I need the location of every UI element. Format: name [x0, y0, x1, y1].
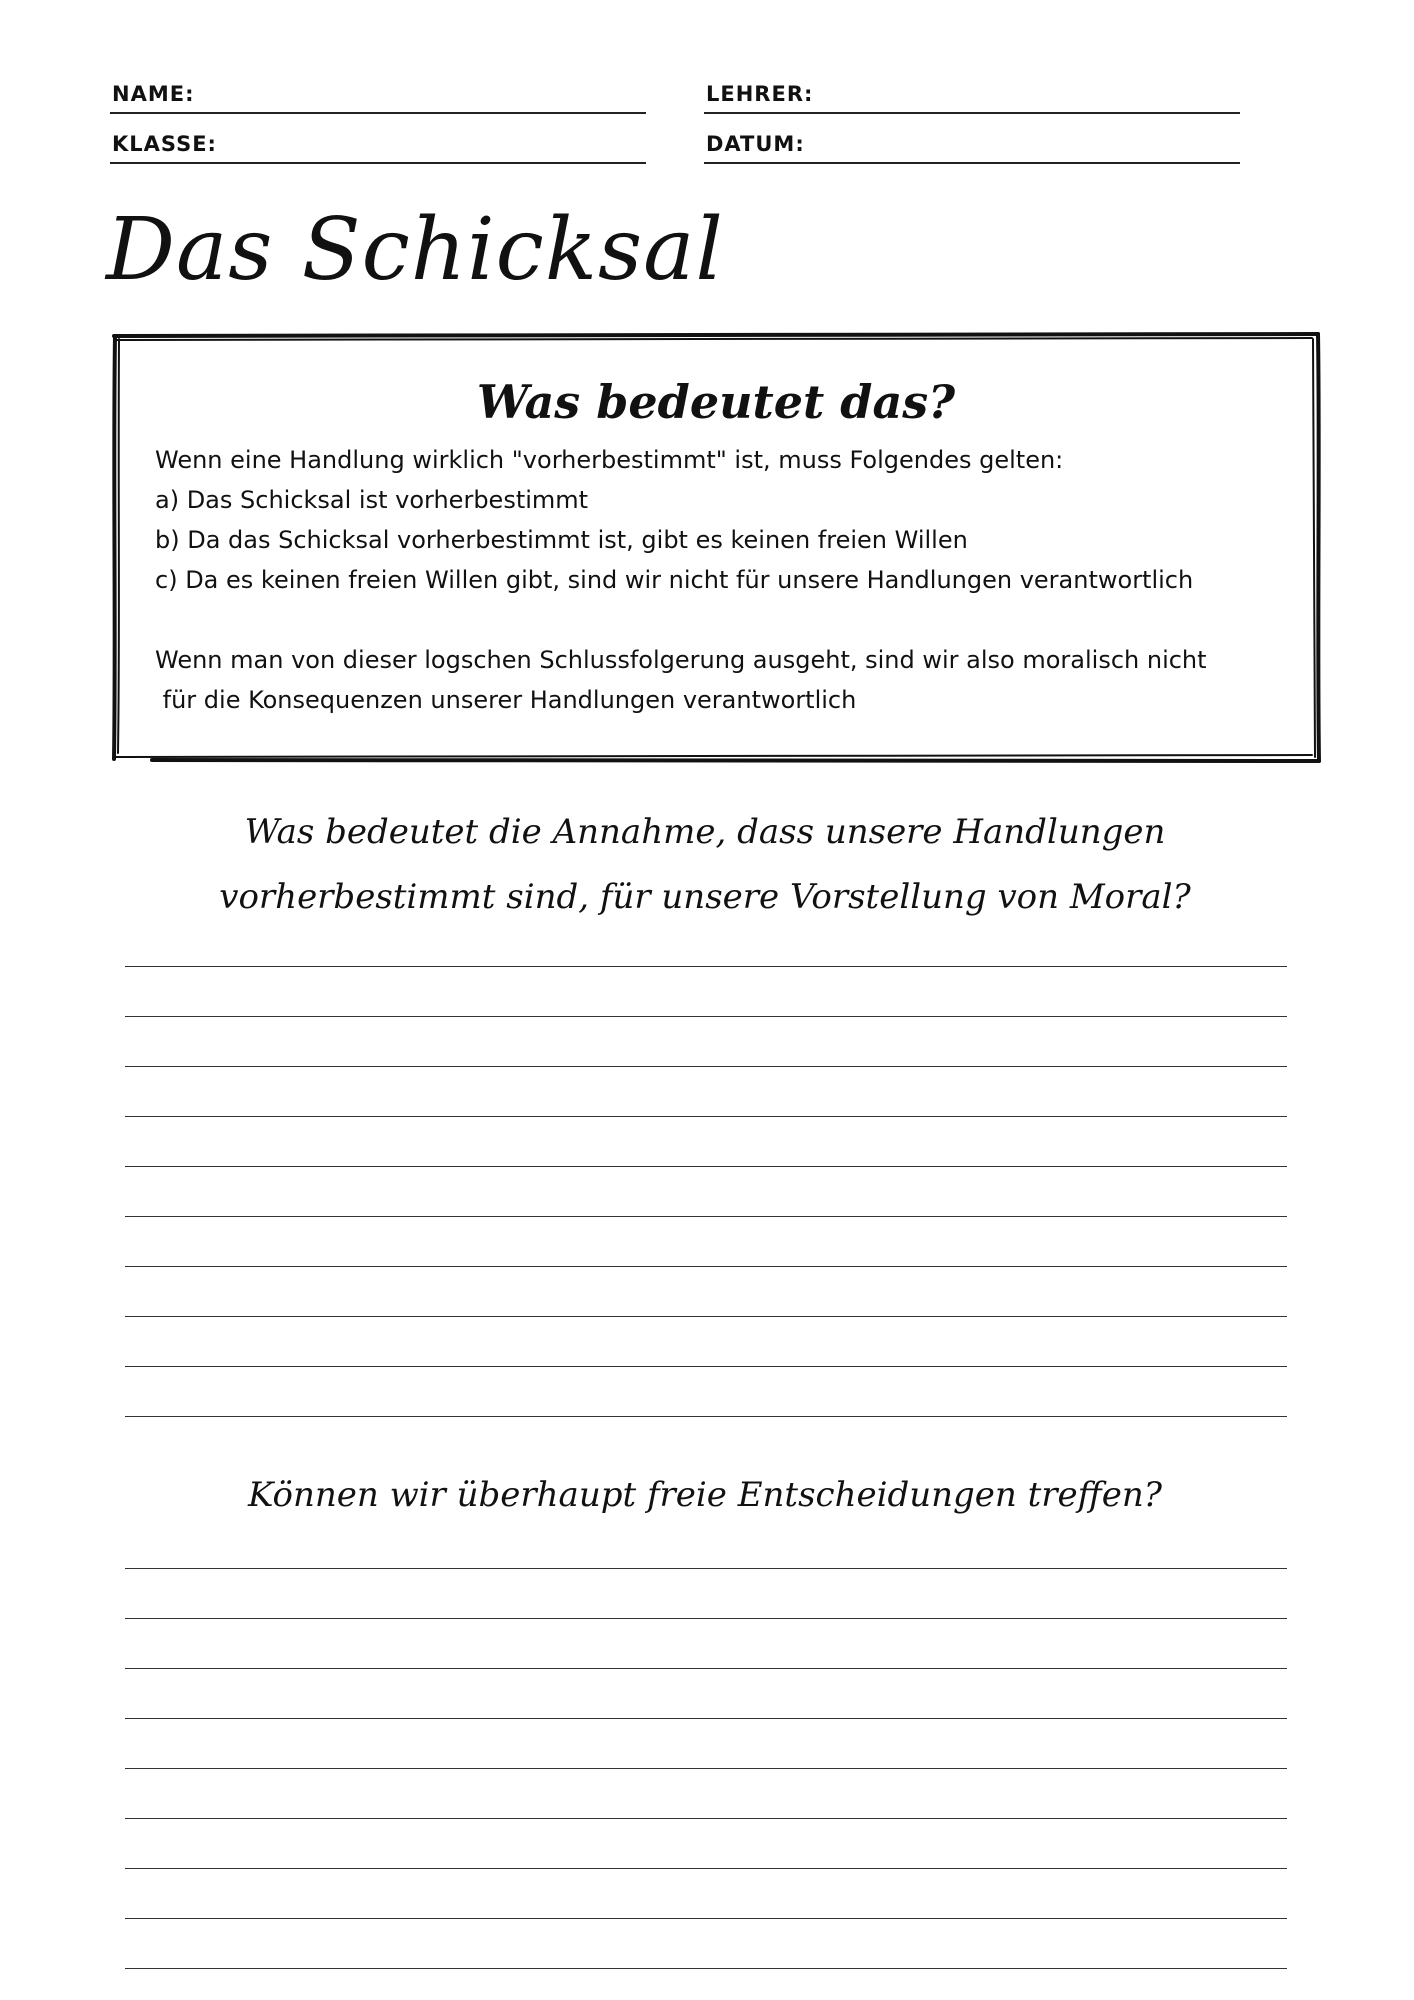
box-conclusion-2: für die Konsequenzen unserer Handlungen verantwortlich — [155, 686, 857, 714]
teacher-label: LEHRER: — [706, 82, 814, 106]
answer-line[interactable] — [125, 1819, 1287, 1869]
answer-line[interactable] — [125, 1167, 1287, 1217]
answer-line[interactable] — [125, 1669, 1287, 1719]
name-label: NAME: — [112, 82, 195, 106]
answer-line[interactable] — [125, 1569, 1287, 1619]
answer-line[interactable] — [125, 1869, 1287, 1919]
answer-line[interactable] — [125, 1217, 1287, 1267]
class-field[interactable] — [110, 118, 646, 164]
answer-line[interactable] — [125, 1367, 1287, 1417]
question-1-line-2: vorherbestimmt sind, für unsere Vorstellung von Moral? — [219, 877, 1191, 917]
teacher-field[interactable] — [704, 68, 1240, 114]
box-conclusion-1: Wenn man von dieser logschen Schlussfolgerung ausgeht, sind wir also moralisch nicht — [155, 646, 1207, 674]
box-line-c: c) Da es keinen freien Willen gibt, sind wir nicht für unsere Handlungen verantwortlich — [155, 566, 1194, 594]
answer-line[interactable] — [125, 1519, 1287, 1569]
box-line-b: b) Da das Schicksal vorherbestimmt ist, gibt es keinen freien Willen — [155, 526, 968, 554]
answer-line[interactable] — [125, 1769, 1287, 1819]
answer-line[interactable] — [125, 1719, 1287, 1769]
answer-line[interactable] — [125, 1067, 1287, 1117]
answer-line[interactable] — [125, 967, 1287, 1017]
class-label: KLASSE: — [112, 132, 217, 156]
answer-line[interactable] — [125, 917, 1287, 967]
answer-line[interactable] — [125, 1017, 1287, 1067]
answer-area-2[interactable] — [125, 1519, 1287, 1969]
question-2: Können wir überhaupt freie Entscheidungen treffen? — [248, 1475, 1162, 1515]
answer-line[interactable] — [125, 1267, 1287, 1317]
answer-line[interactable] — [125, 1317, 1287, 1367]
answer-area-1[interactable] — [125, 917, 1287, 1417]
question-1-line-1: Was bedeutet die Annahme, dass unsere Handlungen — [244, 812, 1166, 852]
date-field[interactable] — [704, 118, 1240, 164]
answer-line[interactable] — [125, 1117, 1287, 1167]
answer-line[interactable] — [125, 1619, 1287, 1669]
box-line-1: Wenn eine Handlung wirklich "vorherbestimmt" ist, muss Folgendes gelten: — [155, 446, 1064, 474]
date-label: DATUM: — [706, 132, 805, 156]
page-title: Das Schicksal — [106, 200, 724, 300]
info-box — [112, 333, 1320, 763]
box-heading: Was bedeutet das? — [476, 375, 956, 429]
box-line-a: a) Das Schicksal ist vorherbestimmt — [155, 486, 589, 514]
answer-line[interactable] — [125, 1919, 1287, 1969]
name-field[interactable] — [110, 68, 646, 114]
